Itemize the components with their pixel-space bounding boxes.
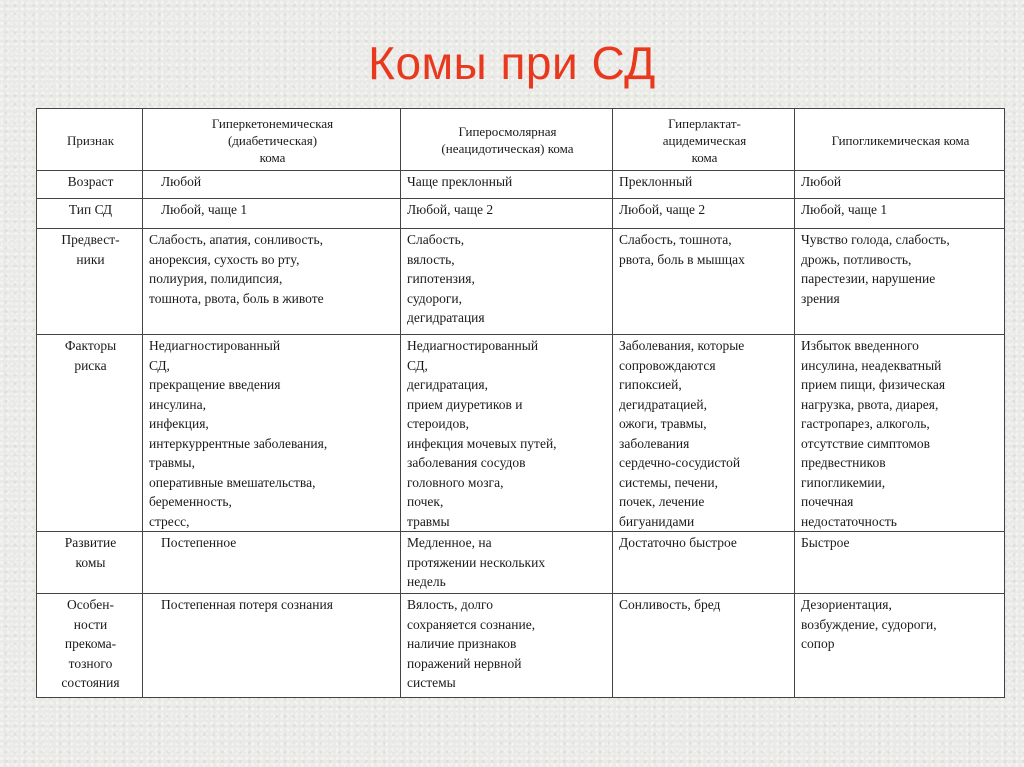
table-cell: Дезориентация, возбуждение, судороги, сопор [795, 594, 1005, 698]
table-row [37, 229, 1005, 335]
table-cell: Слабость, вялость, гипотензия, судороги, дегидратация [401, 229, 613, 335]
table-row [37, 171, 1005, 199]
header-cell-hyperosmolar: Гиперосмолярная (неацидотическая) кома [401, 109, 613, 171]
table-cell: Любой, чаще 2 [401, 199, 613, 229]
row-label: Развитие комы [37, 532, 143, 594]
slide-title: Комы при СД [368, 37, 656, 89]
table-cell: Слабость, апатия, сонливость, анорексия, сухость во ртy, полиурия, полидипсия, тошнота, рвота, боль в животе [143, 229, 401, 335]
table-cell: Любой, чаще 2 [613, 199, 795, 229]
table-cell: Избыток введенного инсулина, неадекватный прием пищи, физическая нагрузка, рвота, диарея, гастропарез, алкоголь, отсутствие симптомов предвестников гипогликемии, почечная недостаточность [795, 335, 1005, 532]
row-label: Особен- ности прекома- тозного состояния [37, 594, 143, 698]
table-header-row [37, 109, 1005, 171]
row-label: Возраст [37, 171, 143, 199]
header-cell-hypoglycemic: Гипогликемическая кома [795, 109, 1005, 171]
header-cell-lactic: Гиперлактат- ацидемическая кома [613, 109, 795, 171]
table-cell: Медленное, на протяжении нескольких недель [401, 532, 613, 594]
table-cell: Быстрое [795, 532, 1005, 594]
table-row [37, 199, 1005, 229]
coma-comparison-table [36, 108, 1005, 698]
row-label: Факторы риска [37, 335, 143, 532]
table-cell: Сонливость, бред [613, 594, 795, 698]
table-cell: Постепенная потеря сознания [143, 594, 401, 698]
table-row [37, 532, 1005, 594]
row-label: Предвест- ники [37, 229, 143, 335]
table-cell: Недиагностированный СД, дегидратация, прием диуретиков и стероидов, инфекция мочевых путей, заболевания сосудов головного мозга, почек, травмы [401, 335, 613, 532]
table-cell: Достаточно быстрое [613, 532, 795, 594]
header-cell-ketoacidotic: Гиперкетонемическая (диабетическая) кома [143, 109, 401, 171]
table-cell: Преклонный [613, 171, 795, 199]
table-cell: Любой, чаще 1 [795, 199, 1005, 229]
table-cell: Любой [143, 171, 401, 199]
header-cell-feature: Признак [37, 109, 143, 171]
table-cell: Постепенное [143, 532, 401, 594]
table-cell: Чувство голода, слабость, дрожь, потливость, парестезии, нарушение зрения [795, 229, 1005, 335]
table-cell: Чаще преклонный [401, 171, 613, 199]
table-cell: Любой, чаще 1 [143, 199, 401, 229]
table-cell: Любой [795, 171, 1005, 199]
table-cell: Заболевания, которые сопровождаются гипоксией, дегидратацией, ожоги, травмы, заболевания сердечно-сосудистой системы, печени, почек, лечение бигуанидами [613, 335, 795, 532]
table-cell: Слабость, тошнота, рвота, боль в мышцах [613, 229, 795, 335]
table-row [37, 335, 1005, 532]
table-row [37, 594, 1005, 698]
table-cell: Недиагностированный СД, прекращение введения инсулина, инфекция, интеркуррентные заболевания, травмы, оперативные вмешательства, беременность, стресс, [143, 335, 401, 532]
table-cell: Вялость, долго сохраняется сознание, наличие признаков поражений нервной системы [401, 594, 613, 698]
row-label: Тип СД [37, 199, 143, 229]
